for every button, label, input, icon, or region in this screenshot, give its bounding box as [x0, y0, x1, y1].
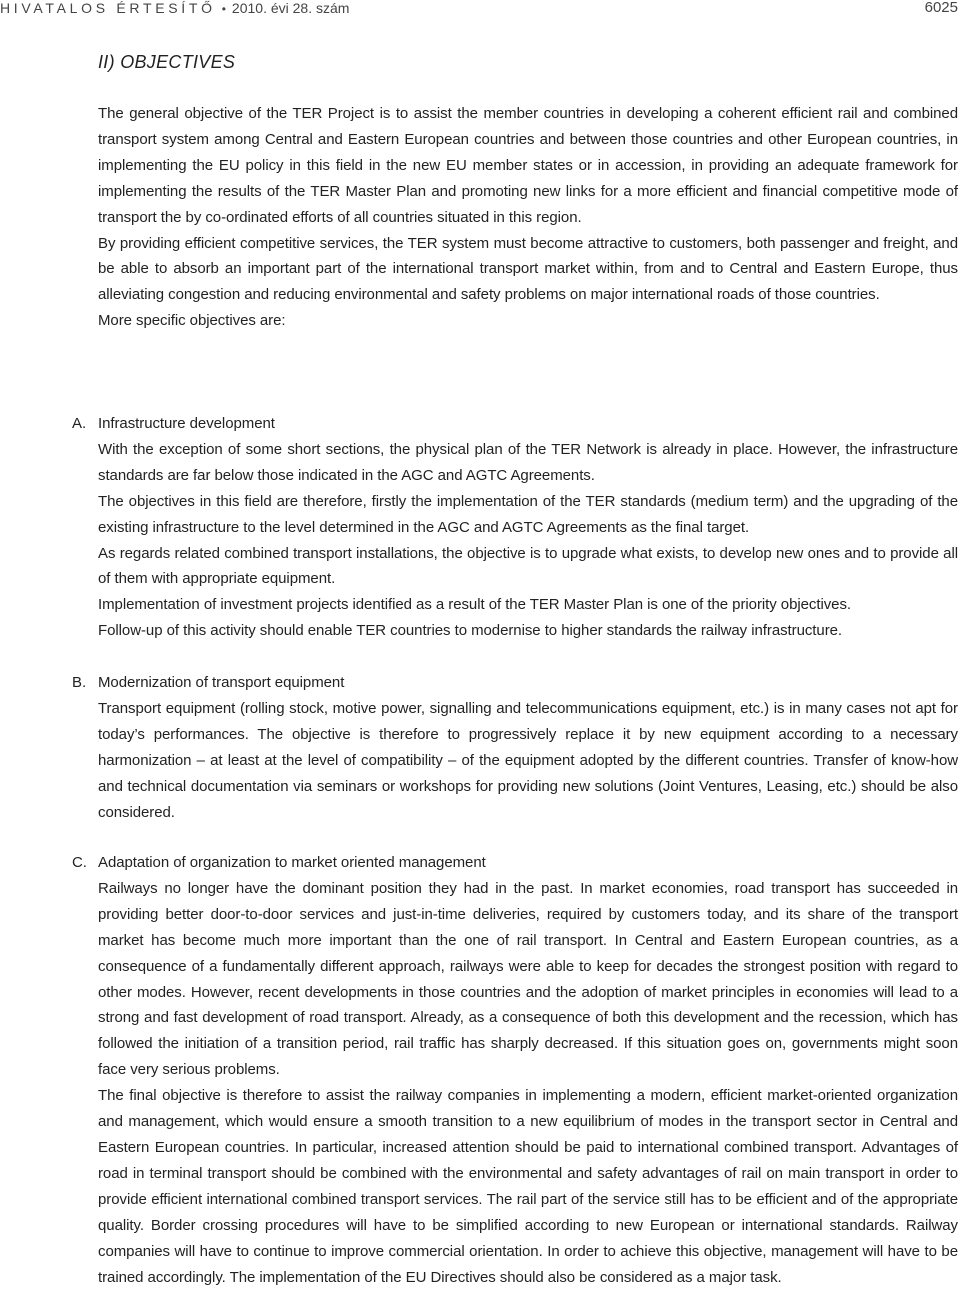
item-marker: B. [72, 674, 87, 691]
item-title: Adaptation of organization to market oriented management [98, 854, 486, 871]
item-marker: C. [72, 854, 87, 871]
journal-name: HIVATALOS ÉRTESÍTŐ [0, 0, 216, 16]
intro-paragraph: By providing efficient competitive services, the TER system must become attractive to customers, both passenger and freight, and be able to absorb an important part of the international transport market within, from and to Central and Eastern Europe, thus alleviating congestion and reducing environmental and safety problems on major international roads of those countries. [98, 234, 958, 304]
page-number: 6025 [924, 0, 958, 16]
item-paragraph: As regards related combined transport installations, the objective is to upgrade what exists, to develop new ones and to provide all of them with appropriate equipment. [98, 544, 958, 588]
item-paragraph: Follow-up of this activity should enable TER countries to modernise to higher standards the railway infrastructure. [98, 622, 843, 640]
item-paragraph: The objectives in this field are therefore, firstly the implementation of the TER standards (medium term) and the upgrading of the existing infrastructure to the level determined in the AGC and AGTC Agreements as the final target. [98, 492, 958, 536]
header-bullet: • [221, 2, 226, 16]
item-paragraph: Railways no longer have the dominant position they had in the past. In market economies, road transport has succeeded in providing better door-to-door services and just-in-time deliveries, required by customers today, and its share of the transport market has become much more important than the one of rail transport. In Central and Eastern European countries, as a consequence of a fundamentally different approach, railways were able to keep for decades the strongest position with regard to other modes. However, recent developments in those countries and the adoption of market principles in economies will lead to a strong and fast development of road transport. Already, as a consequence of both this development and the recession, which has followed the initiation of a transition period, rail traffic has sharply decreased. If this situation goes on, governments might soon face very serious problems. [98, 879, 958, 1079]
objective-item-c [72, 850, 958, 1290]
item-paragraph: Transport equipment (rolling stock, motive power, signalling and telecommunications equipment, etc.) is in many cases not apt for today’s performances. The objective is therefore to progressively replace it by new equipment according to a necessary harmonization – at least at the level of compatibility – of the equipment adopted by the different countries. Transfer of know-how and technical documentation via seminars or workshops for providing new solutions (Joint Ventures, Leasing, etc.) should be also considered. [98, 699, 958, 821]
header-journal-info [0, 0, 349, 17]
item-content [98, 850, 958, 1290]
item-marker: A. [72, 415, 87, 432]
item-title: Modernization of transport equipment [98, 674, 345, 691]
item-content [98, 670, 958, 825]
item-content [98, 411, 958, 644]
objective-item-b [72, 670, 958, 825]
intro-text [98, 101, 958, 334]
item-paragraph: The final objective is therefore to assist the railway companies in implementing a modern, efficient market-oriented organization and management, which would ensure a smooth transition to a new equilibrium of modes in the transport sector in Central and Eastern European countries. In particular, increased attention should be paid to international combined transport. Advantages of road in terminal transport should be combined with the environmental and safety advantages of rail on main transport in order to provide efficient international combined transport services. The rail part of the service still has to be efficient and of the appropriate quality. Border crossing procedures will have to be simplified according to new European or international standards. Railway companies will have to continue to improve commercial orientation. In order to achieve this objective, management will have to be trained accordingly. The implementation of the EU Directives should also be considered as a major task. [98, 1087, 958, 1286]
section-title: II) OBJECTIVES [98, 52, 236, 72]
item-paragraph: Implementation of investment projects identified as a result of the TER Master Plan is one of the priority objectives. [98, 596, 852, 614]
page-header [0, 0, 960, 22]
objective-item-a [72, 411, 958, 644]
item-paragraph: With the exception of some short sections, the physical plan of the TER Network is already in place. However, the infrastructure standards are far below those indicated in the AGC and AGTC Agreements. [98, 440, 958, 484]
intro-paragraph: More specific objectives are: [98, 312, 286, 330]
issue-label: 2010. évi 28. szám [231, 0, 350, 16]
item-title: Infrastructure development [98, 415, 275, 432]
intro-paragraph: The general objective of the TER Project is to assist the member countries in developing a coherent efficient rail and combined transport system among Central and Eastern European countries and between those countries and other European countries, in implementing the EU policy in this field in the new EU member states or in accession, in providing an adequate framework for implementing the results of the TER Master Plan and promoting new links for a more efficient and financial competitive mode of transport the by co-ordinated efforts of all countries situated in this region. [98, 105, 958, 226]
